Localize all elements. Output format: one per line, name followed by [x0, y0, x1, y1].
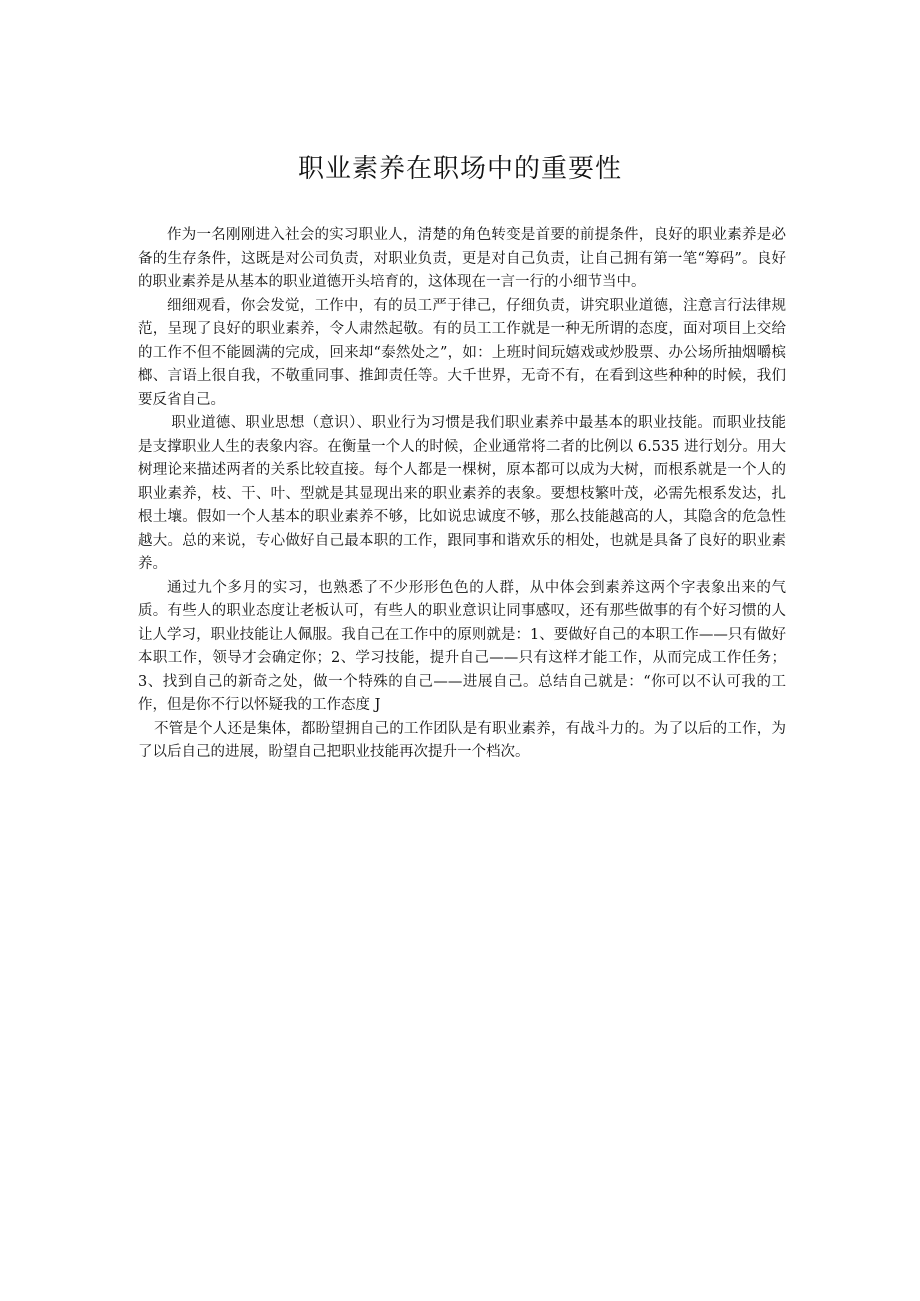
paragraph-2: 细细观看，你会发觉，工作中，有的员工严于律己，仔细负责，讲究职业道德，注意言行法律规范，呈现了良好的职业素养，令人肃然起敬。有的员工工作就是一种无所谓的态度，面对项目上交给的工作不但不能圆满的完成，回来却“泰然处之”，如：上班时间玩嬉戏或炒股票、办公场所抽烟嚼槟榔、言语上很自我，不敬重同事、推卸责任等。大千世界，无奇不有，在看到这些种种的时候，我们要反省自己。 [138, 297, 786, 408]
paragraph-4: 通过九个多月的实习，也熟悉了不少形形色色的人群，从中体会到素养这两个字表象出来的气质。有些人的职业态度让老板认可，有些人的职业意识让同事感叹，还有那些做事的有个好习惯的人让人学习，职业技能让人佩服。我自己在工作中的原则就是：1、要做好自己的本职工作——只有做好本职工作，领导才会确定你；2、学习技能，提升自己——只有这样才能工作，从而完成工作任务；3、找到自己的新奇之处，做一个特殊的自己——进展自己。总结自己就是：“你可以不认可我的工作，但是你不行以怀疑我的工作态度 J [138, 579, 786, 713]
document-body [138, 224, 786, 765]
paragraph-5: 不管是个人还是集体，都盼望拥自己的工作团队是有职业素养，有战斗力的。为了以后的工作，为了以后自己的进展，盼望自己把职业技能再次提升一个档次。 [138, 720, 786, 760]
paragraph-3: 职业道德、职业思想（意识）、职业行为习惯是我们职业素养中最基本的职业技能。而职业技能是支撑职业人生的表象内容。在衡量一个人的时候，企业通常将二者的比例以 6.535 进行划分。用大树理论来描述两者的关系比较直接。每个人都是一棵树，原本都可以成为大树，而根系就是一个人的职业素养，枝、干、叶、型就是其显现出来的职业素养的表象。要想枝繁叶茂，必需先根系发达，扎根土壤。假如一个人基本的职业素养不够，比如说忠诚度不够，那么技能越高的人，其隐含的危急性越大。总的来说，专心做好自己最本职的工作，跟同事和谐欢乐的相处，也就是具备了良好的职业素养。 [138, 415, 786, 572]
paragraph-1: 作为一名刚刚进入社会的实习职业人，清楚的角色转变是首要的前提条件，良好的职业素养是必备的生存条件，这既是对公司负责，对职业负责，更是对自己负责，让自己拥有第一笔“筹码”。良好的职业素养是从基本的职业道德开头培育的，这体现在一言一行的小细节当中。 [138, 227, 786, 290]
document-title: 职业素养在职场中的重要性 [297, 154, 622, 184]
